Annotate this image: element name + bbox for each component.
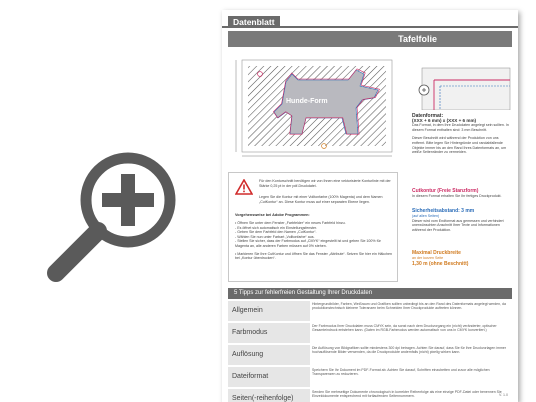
- cutkontur-block: [412, 188, 512, 199]
- max-width-subtitle: an der kurzen Seite: [412, 256, 444, 260]
- safety-text: Dieser wird vom Endformat aus gemessen und verhindert unerwünschten Anschnitt Ihrer Texte und Informationen während der Produktion.: [412, 218, 504, 232]
- tip-value: Speichern Sie Ihr Dokument im PDF-Format ab. Achten Sie darauf, Schriften einzubetten und zuvor alle möglichen Transparenzen zu reduzieren.: [312, 368, 490, 377]
- safety-title: Sicherheitsabstand: 3 mm: [412, 208, 475, 214]
- tip-value: Senden Sie mehrseitige Dokumente chronologisch in korrekter Reihenfolge als eine einzige PDF-Datei oder benennen Sie Einzeldokumente entsprechend mit fortlaufenden Seitennummern.: [312, 390, 502, 399]
- corner-diagram: [412, 62, 512, 110]
- warning-line2: Legen Sie die Kontur mit einer Volltonfarbe (100% Magenta) und dem Namen „CutKontur“ an. Diese Kontur muss auf einer separaten Ebene liegen.: [259, 195, 383, 204]
- howto-step: • Öffnen Sie unter dem Fenster „Farbfelder“ ein neues Farbfeld hinzu.: [235, 221, 346, 225]
- tip-value: Der Farbmodus Ihrer Druckdaten muss CMYK sein, da sonst nach dem Druckvorgang ein (nicht) veränderter, optischer Gesamteindruck entstehen kann. (Daten im RGB-Farbmodus werden automatisch von uns in CMYK konvertiert.): [312, 324, 497, 333]
- artboard-illustration: [228, 52, 398, 164]
- tip-row: [228, 389, 512, 402]
- howto-step: - Es öffnet sich automatisch ein Einstellungsfenster.: [235, 225, 318, 230]
- howto-step: - Geben Sie dem Farbfeld den Namen „CutKontur“.: [235, 230, 317, 235]
- cutkontur-title: Cutkontur (Freie Stanzform): [412, 188, 479, 194]
- tip-row: [228, 367, 512, 388]
- tip-key: Dateiformat: [228, 367, 310, 387]
- warning-intro: Für den Konturschnitt benötigen wir von Ihnen eine vektorisierte Konturlinie mit der Stärke 0,25 pt in der pdf-Druckdatei.: [259, 179, 391, 188]
- page-title: Tafelfolie: [228, 31, 512, 47]
- version-label: V. 1.0: [498, 393, 508, 397]
- safety-subtitle: (auf allen Seiten): [412, 214, 440, 218]
- tip-key: Seiten(-reihenfolge): [228, 389, 310, 402]
- cutkontur-text: In diesem Format erhalten Sie Ihr fertiges Druckprodukt.: [412, 194, 502, 198]
- howto-steps: [235, 221, 395, 261]
- warning-icon: [235, 179, 253, 195]
- howto-step: • Markieren Sie Ihre CutKontur und öffnen Sie das Fenster „Attribute“. Setzen Sie hier ein Häkchen bei „Kontur überdrucken“.: [235, 251, 393, 261]
- shape-label: Hunde-Form: [286, 98, 328, 105]
- tip-value: Die Auflösung von Bildgrafiken sollte mindestens 300 dpi betragen. Achten Sie darauf, dass Sie für Ihre Druckvorlagen immer hochauflösende Bilder verwenden, da die Druckprodukte andernfalls (nicht) pixelig wirken kann.: [312, 346, 506, 355]
- beschnitt-text: Dieser Beschnitt wird während der Produktion von uns entfernt. Bitte legen Sie Hintergründe und randabfallende Objekte immer bis an den Rand Ihres Datenformats an, um weiße Seitenränder zu vermeiden.: [412, 136, 507, 155]
- cutcontour-warning-box: [228, 172, 398, 282]
- tip-key: Allgemein: [228, 301, 310, 321]
- howto-title: Vorgehensweise bei Adobe Programmen:: [235, 213, 310, 217]
- datenformat-block: [412, 114, 512, 155]
- datenformat-formula: (XXX + 6 mm) x (XXX + 6 mm): [412, 117, 477, 123]
- tip-key: Farbmodus: [228, 323, 310, 343]
- tip-key: Auflösung: [228, 345, 310, 365]
- tip-value: Hintergrundbilder, Farben, Weißraum und Grafiken sollten unbedingt bis an den Rand des Datenformats angelegt werden, da produktionstechnisch kleinere Toleranzen beim Schneiden Ihrer Druckprodukte auftreten können.: [312, 302, 506, 311]
- tip-row: [228, 345, 512, 366]
- max-width-block: [412, 250, 512, 267]
- tip-row: [228, 323, 512, 344]
- howto-step: - Stellen Sie sicher, dass der Farbmodus auf „CMYK“ eingestellt ist und geben Sie 100% für Magenta an, alle anderen Farben müssen auf 0% stehen.: [235, 239, 381, 248]
- datenformat-title: Datenformat:: [412, 113, 444, 119]
- max-width-value: 1,30 m (ohne Beschnitt): [412, 260, 469, 267]
- tip-row: [228, 301, 512, 322]
- datenblatt-tab: Datenblatt: [228, 16, 280, 28]
- max-width-title: Maximal Druckbreite: [412, 250, 461, 256]
- zoom-in-icon[interactable]: [40, 138, 190, 288]
- datasheet-page[interactable]: [222, 10, 518, 402]
- tips-header: 5 Tipps zur fehlerfreien Gestaltung Ihrer Druckdaten: [228, 288, 512, 299]
- safety-block: [412, 208, 512, 232]
- datenformat-text: Das Format, in dem Ihre Druckdaten angelegt sein sollten. In diesem Format enthalten sind: 3 mm Beschnitt.: [412, 123, 509, 132]
- howto-step: - Wählen Sie nun unter Farbart „Volltonfarbe“ aus.: [235, 234, 315, 239]
